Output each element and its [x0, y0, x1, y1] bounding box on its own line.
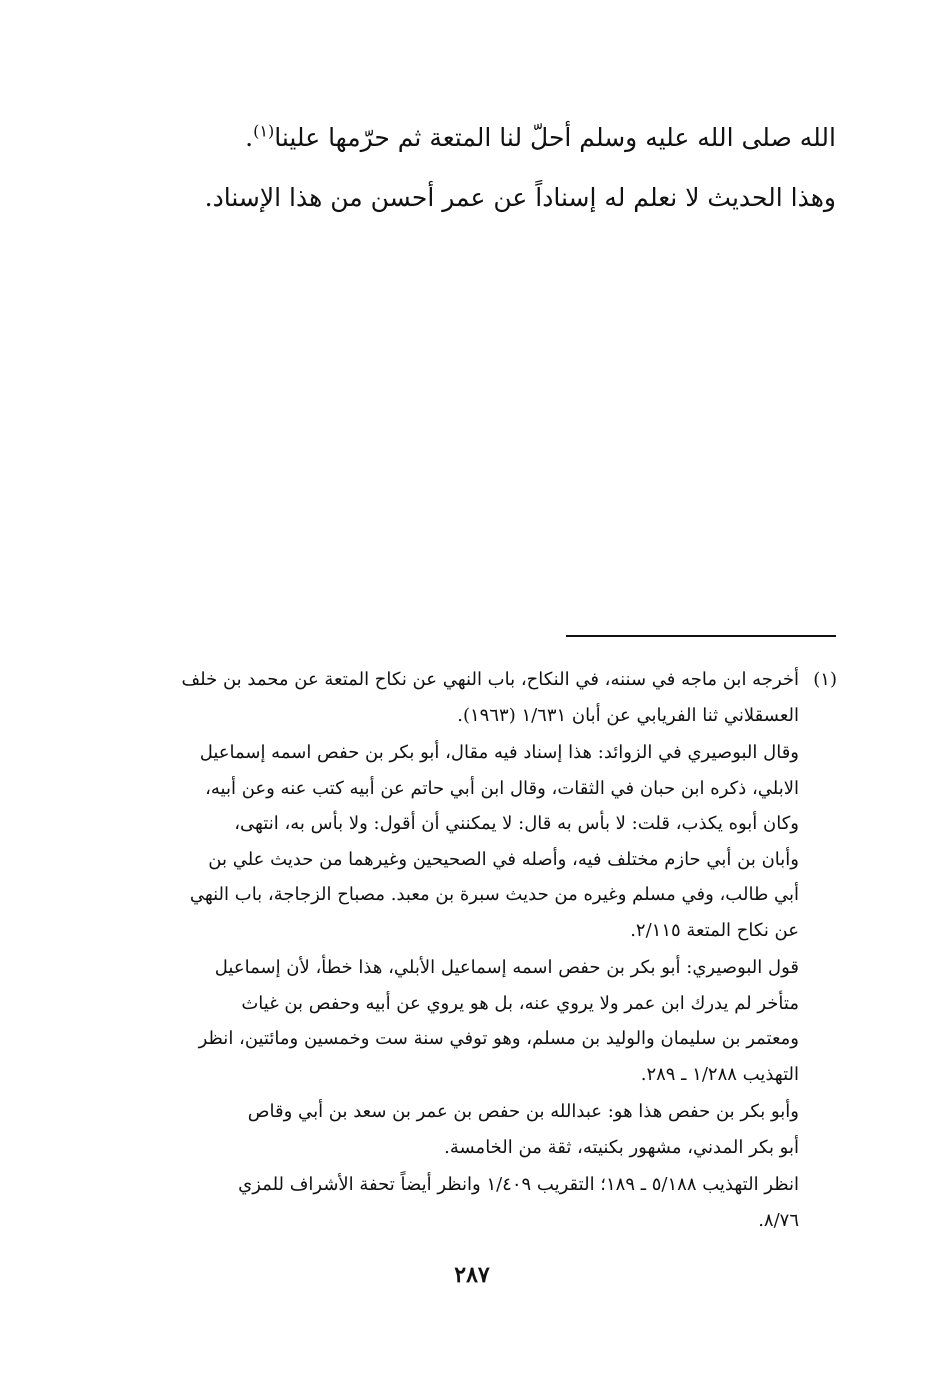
footnote-line: ومعتمر بن سليمان والوليد بن مسلم، وهو توفي سنة ست وخمسين ومائتين، انظر: [198, 1028, 799, 1049]
footnote-separator: [566, 635, 836, 637]
footnote-line: وكان أبوه يكذب، قلت: لا بأس به قال: لا يمكنني أن أقول: ولا بأس به، انتهى،: [234, 813, 799, 834]
footnote-line: العسقلاني ثنا الفريابي عن أبان ١/٦٣١ (١٩٦٣).: [457, 704, 799, 726]
footnote-number: (١): [813, 669, 837, 690]
footnote-line: انظر التهذيب ٥/١٨٨ ـ ١٨٩؛ التقريب ١/٤٠٩ وانظر أيضاً تحفة الأشراف للمزي: [238, 1174, 799, 1195]
footnote-line: أبي طالب، وفي مسلم وغيره من حديث سبرة بن معبد. مصباح الزجاجة، باب النهي: [189, 884, 799, 905]
footnote-line: ٨/٧٦.: [758, 1209, 799, 1231]
footnote-reference[interactable]: (١): [253, 121, 275, 141]
main-line-1-text: الله صلى الله عليه وسلم أحلّ لنا المتعة ثم حرّمها علينا: [274, 123, 836, 152]
footnote-references: [135, 1167, 837, 1238]
footnote-1-source: [135, 662, 837, 733]
footnote-line: التهذيب ١/٢٨٨ ـ ٢٨٩.: [640, 1063, 799, 1085]
main-line-2: وهذا الحديث لا نعلم له إسناداً عن عمر أحسن من هذا الإسناد.: [204, 183, 836, 212]
main-text: [150, 108, 836, 228]
main-line-1: [150, 108, 836, 168]
footnote-line: الابلي، ذكره ابن حبان في الثقات، وقال ابن أبي حاتم عن أبيه كتب عنه وعن أبيه،: [205, 777, 799, 799]
footnote-line: أبو بكر المدني، مشهور بكنيته، ثقة من الخامسة.: [444, 1136, 799, 1158]
footnote-busiri-quote: [135, 735, 837, 948]
footnote-line: متأخر لم يدرك ابن عمر ولا يروي عنه، بل هو يروي عن أبيه وحفص بن غياث: [241, 992, 799, 1014]
footnote-line: [135, 662, 837, 698]
footnote-line: وقال البوصيري في الزوائد: هذا إسناد فيه مقال، أبو بكر بن حفص اسمه إسماعيل: [199, 742, 799, 763]
footnote-line: قول البوصيري: أبو بكر بن حفص اسمه إسماعيل الأبلي، هذا خطأ، لأن إسماعيل: [214, 957, 799, 978]
main-line-1-end: .: [245, 123, 254, 152]
footnotes: [135, 662, 837, 1240]
footnote-line: وأبو بكر بن حفص هذا هو: عبدالله بن حفص بن عمر بن سعد بن أبي وقاص: [247, 1101, 799, 1122]
footnote-line: وأبان بن أبي حازم مختلف فيه، وأصله في الصحيحين وغيرهما من حديث علي بن: [208, 848, 799, 870]
footnote-identification: [135, 1094, 837, 1165]
footnote-correction: [135, 950, 837, 1092]
footnote-line-text: أخرجه ابن ماجه في سننه، في النكاح، باب النهي عن نكاح المتعة عن محمد بن خلف: [181, 669, 799, 690]
page-number: ٢٨٧: [454, 1262, 490, 1288]
footnote-line: عن نكاح المتعة ٢/١١٥.: [630, 919, 799, 941]
